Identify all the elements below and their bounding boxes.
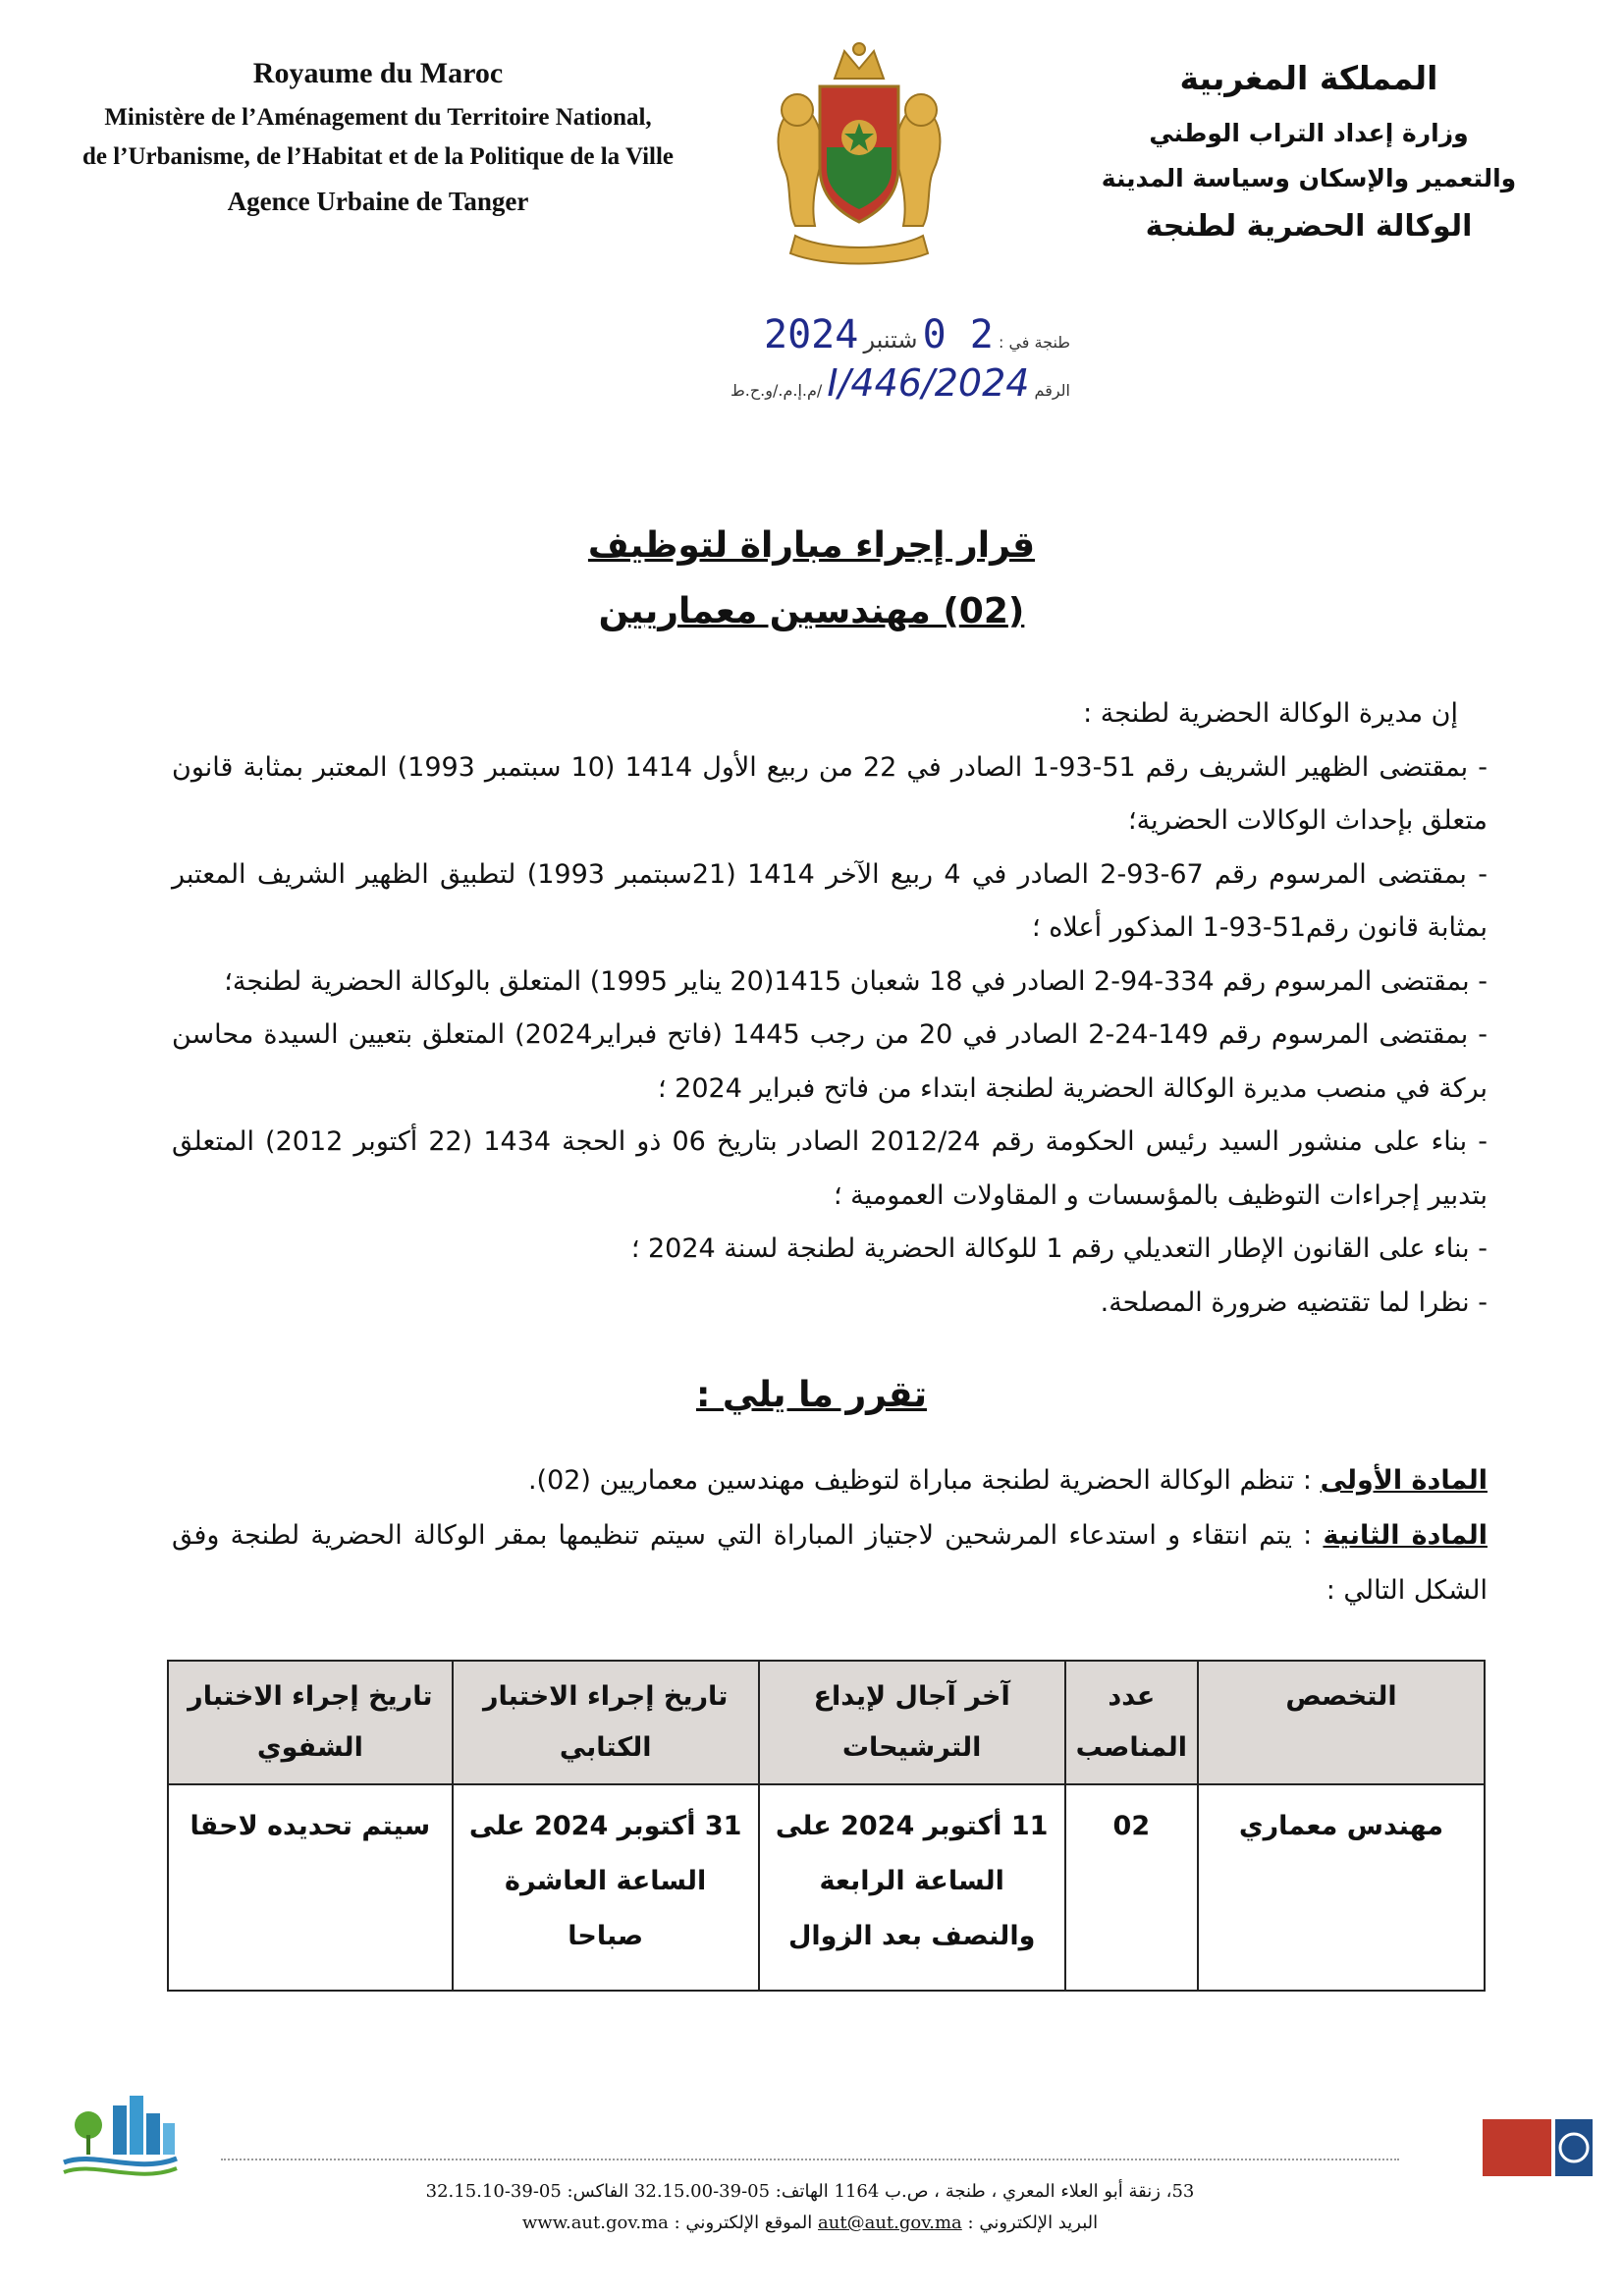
footer-divider [221, 2159, 1399, 2160]
decision-title-line1: قرار إجراء مباراة لتوظيف [587, 525, 1036, 566]
decision-title-line2: (02) مهندسين معماريين [598, 591, 1025, 631]
consideration-2: - بمقتضى المرسوم رقم 67-93-2 الصادر في 4 ربيع الآخر 1414 (21سبتمبر 1993) لتطبيق الظهير الشريف المعتبر بمثابة قانون رقم51-93-1 المذكور أعلاه ؛ [172, 858, 1488, 943]
positions-table [167, 1660, 1486, 1992]
cell-specialty: مهندس معماري [1198, 1784, 1485, 1991]
consideration-6: - بناء على القانون الإطار التعديلي رقم 1 للوكالة الحضرية لطنجة لسنة 2024 ؛ [630, 1233, 1488, 1264]
header-written-exam: تاريخ إجراء الاختبار الكتابي [453, 1661, 759, 1784]
article-2-text: : يتم انتقاء و استدعاء المرشحين لاجتياز المباراة التي سيتم تنظيمها بمقر الوكالة الحضرية لطنجة وفق الشكل التالي : [172, 1520, 1488, 1606]
article-1-label: المادة الأولى [1320, 1465, 1488, 1496]
consideration-1: - بمقتضى الظهير الشريف رقم 51-93-1 الصادر في 22 من ربيع الأول 1414 (10 سبتمبر 1993) المعتبر بمثابة قانون متعلق بإحداث الوكالات الحضرية؛ [172, 751, 1488, 836]
date-year: 2024 [764, 312, 859, 357]
kingdom-ar: المملكة المغربية [1179, 59, 1438, 97]
agency-fr: Agence Urbaine de Tanger [227, 187, 529, 216]
cell-posts-count: 02 [1065, 1784, 1198, 1991]
agency-logo-icon [59, 2086, 182, 2184]
certification-logo-icon [1483, 2111, 1596, 2185]
consideration-5: - بناء على منشور السيد رئيس الحكومة رقم 2012/24 الصادر بتاريخ 06 ذو الحجة 1434 (22 أكتوبر 2012) المتعلق بتدبير إجراءات التوظيف بالمؤسسات و المقاولات العمومية ؛ [172, 1126, 1488, 1211]
ministry-ar-line2: والتعمير والإسكان وسياسة المدينة [1101, 164, 1517, 192]
header-deadline: آخر آجال لإيداع الترشيحات [759, 1661, 1065, 1784]
header-oral-exam: تاريخ إجراء الاختبار الشفوي [168, 1661, 453, 1784]
table-header-row [168, 1661, 1485, 1784]
articles [172, 1453, 1488, 1618]
number-label: الرقم [1034, 381, 1070, 400]
arabic-header [1083, 59, 1535, 244]
footer-contact [196, 2208, 1424, 2239]
kingdom-fr: Royaume du Maroc [252, 57, 504, 89]
date-month: شتنبر [863, 326, 918, 354]
agency-ar: الوكالة الحضرية لطنجة [1145, 209, 1473, 244]
cell-deadline: 11 أكتوبر 2024 على الساعة الرابعة والنصف بعد الزوال [759, 1784, 1065, 1991]
preamble [172, 687, 1488, 1330]
number-line [730, 361, 1070, 405]
header-specialty: التخصص [1198, 1661, 1485, 1784]
footer-email-link[interactable]: aut@aut.gov.ma [818, 2213, 962, 2233]
number-suffix: /م.إ.م./و.ح.ط [730, 381, 823, 400]
article-1 [172, 1453, 1488, 1508]
date-day: 2 0 [922, 312, 994, 357]
french-header [39, 57, 717, 217]
footer [196, 2176, 1424, 2239]
date-line [764, 312, 1070, 357]
header-posts-count: عدد المناصب [1065, 1661, 1198, 1784]
article-2-label: المادة الثانية [1323, 1520, 1488, 1551]
footer-site-link[interactable]: www.aut.gov.ma [521, 2213, 669, 2233]
table-row [168, 1784, 1485, 1991]
footer-email-label: البريد الإلكتروني : [967, 2213, 1099, 2233]
place-label: طنجة في : [998, 333, 1070, 352]
ministry-fr-line2: de l’Urbanisme, de l’Habitat et de la Politique de la Ville [81, 143, 675, 170]
article-1-text: : تنظم الوكالة الحضرية لطنجة مباراة لتوظيف مهندسين معماريين (02). [527, 1465, 1321, 1496]
ministry-fr-line1: Ministère de l’Aménagement du Territoire National, [104, 104, 652, 131]
decision-heading: تقرر ما يلي : [696, 1375, 927, 1415]
cell-oral-exam: سيتم تحديده لاحقا [168, 1784, 453, 1991]
number-value: I/446/2024 [827, 361, 1030, 405]
footer-site-label: الموقع الإلكتروني : [674, 2213, 813, 2233]
cell-written-exam: 31 أكتوبر 2024 على الساعة العاشرة صباحا [453, 1784, 759, 1991]
consideration-4: - بمقتضى المرسوم رقم 149-24-2 الصادر في 20 من رجب 1445 (فاتح فبراير2024) المتعلق بتعيين السيدة محاسن بركة في منصب مديرة الوكالة الحضرية لطنجة ابتداء من فاتح فبراير 2024 ؛ [172, 1019, 1488, 1104]
footer-address: 53، زنقة أبو العلاء المعري ، طنجة ، ص.ب 1164 الهاتف: 05-39-32.15.00 الفاكس: 05-39-32.15.10 [425, 2181, 1195, 2202]
article-2 [172, 1508, 1488, 1618]
ministry-ar-line1: وزارة إعداد التراب الوطني [1149, 119, 1469, 147]
coat-of-arms-icon [766, 39, 952, 275]
reference-block [677, 312, 1070, 410]
consideration-7: - نظرا لما تقتضيه ضرورة المصلحة. [1100, 1286, 1488, 1318]
consideration-3: - بمقتضى المرسوم رقم 334-94-2 الصادر في 18 شعبان 1415(20 يناير 1995) المتعلق بالوكالة الحضرية لطنجة؛ [224, 965, 1488, 997]
preamble-intro: إن مديرة الوكالة الحضرية لطنجة : [1083, 698, 1458, 729]
